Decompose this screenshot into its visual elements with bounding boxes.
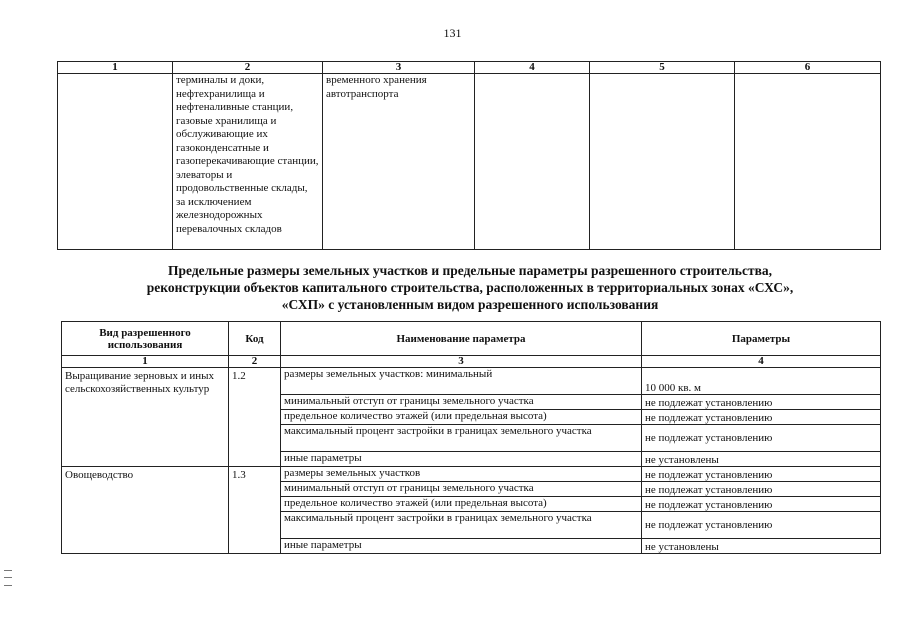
header-parameter-name: Наименование параметра (281, 322, 642, 356)
column-number: 2 (173, 62, 323, 74)
section-heading (60, 262, 880, 313)
table-cell (735, 74, 881, 250)
continuation-table (57, 61, 881, 250)
table-cell (58, 74, 173, 250)
heading-line: Предельные размеры земельных участков и предельные параметры разрешенного строительства, (168, 263, 772, 278)
table-row (58, 74, 881, 250)
column-number: 1 (62, 356, 229, 368)
parameter-name-cell: максимальный процент застройки в границах земельного участка (281, 425, 642, 452)
column-number: 4 (642, 356, 881, 368)
column-number: 2 (229, 356, 281, 368)
page-number: 131 (443, 26, 462, 40)
column-number: 6 (735, 62, 881, 74)
parameter-value-cell: не подлежат установлению (642, 497, 881, 512)
table-cell (475, 74, 590, 250)
parameter-name-cell: предельное количество этажей (или предельная высота) (281, 410, 642, 425)
parameter-value-cell: не установлены (642, 539, 881, 554)
table-cell: терминалы и доки, нефтехранилища и нефтеналивные станции, газовые хранилища и обслуживающие их газоконденсатные и газоперекачивающие станции, элеваторы и продовольственные склады, за исключением железнодорожных перевалочных складов (173, 74, 323, 250)
parameter-value-cell: не подлежат установлению (642, 467, 881, 482)
column-numbers-row (62, 356, 881, 368)
parameter-value-cell: не подлежат установлению (642, 410, 881, 425)
parameter-value-cell: не установлены (642, 452, 881, 467)
parameter-value-cell: 10 000 кв. м (642, 368, 881, 395)
use-type-cell: Овощеводство (62, 467, 229, 554)
parameter-value-cell: не подлежат установлению (642, 425, 881, 452)
margin-mark (4, 570, 12, 586)
table-row (62, 467, 881, 482)
parameter-name-cell: иные параметры (281, 539, 642, 554)
parameter-name-cell: максимальный процент застройки в границах земельного участка (281, 512, 642, 539)
table-cell (590, 74, 735, 250)
column-number: 3 (323, 62, 475, 74)
parameters-table (61, 321, 881, 554)
table-header-row (58, 62, 881, 74)
parameter-name-cell: минимальный отступ от границы земельного участка (281, 395, 642, 410)
code-cell: 1.2 (229, 368, 281, 467)
parameter-value-cell: не подлежат установлению (642, 512, 881, 539)
parameter-name-cell: минимальный отступ от границы земельного участка (281, 482, 642, 497)
column-number: 1 (58, 62, 173, 74)
column-number: 4 (475, 62, 590, 74)
parameter-name-cell: размеры земельных участков: минимальный (281, 368, 642, 395)
parameter-name-cell: размеры земельных участков (281, 467, 642, 482)
parameter-name-cell: иные параметры (281, 452, 642, 467)
column-number: 3 (281, 356, 642, 368)
header-use-type: Вид разрешенного использования (62, 322, 229, 356)
header-code: Код (229, 322, 281, 356)
table-cell: временного хранения автотранспорта (323, 74, 475, 250)
use-type-cell: Выращивание зерновых и иных сельскохозяйственных культур (62, 368, 229, 467)
heading-line: «СХП» с установленным видом разрешенного использования (281, 297, 659, 312)
table-row (62, 368, 881, 395)
heading-line: реконструкции объектов капитального строительства, расположенных в территориальных зонах «СХС», (146, 280, 794, 295)
parameter-name-cell: предельное количество этажей (или предельная высота) (281, 497, 642, 512)
table-header-row (62, 322, 881, 356)
column-number: 5 (590, 62, 735, 74)
parameter-value-cell: не подлежат установлению (642, 482, 881, 497)
header-parameters: Параметры (642, 322, 881, 356)
parameter-value-cell: не подлежат установлению (642, 395, 881, 410)
code-cell: 1.3 (229, 467, 281, 554)
